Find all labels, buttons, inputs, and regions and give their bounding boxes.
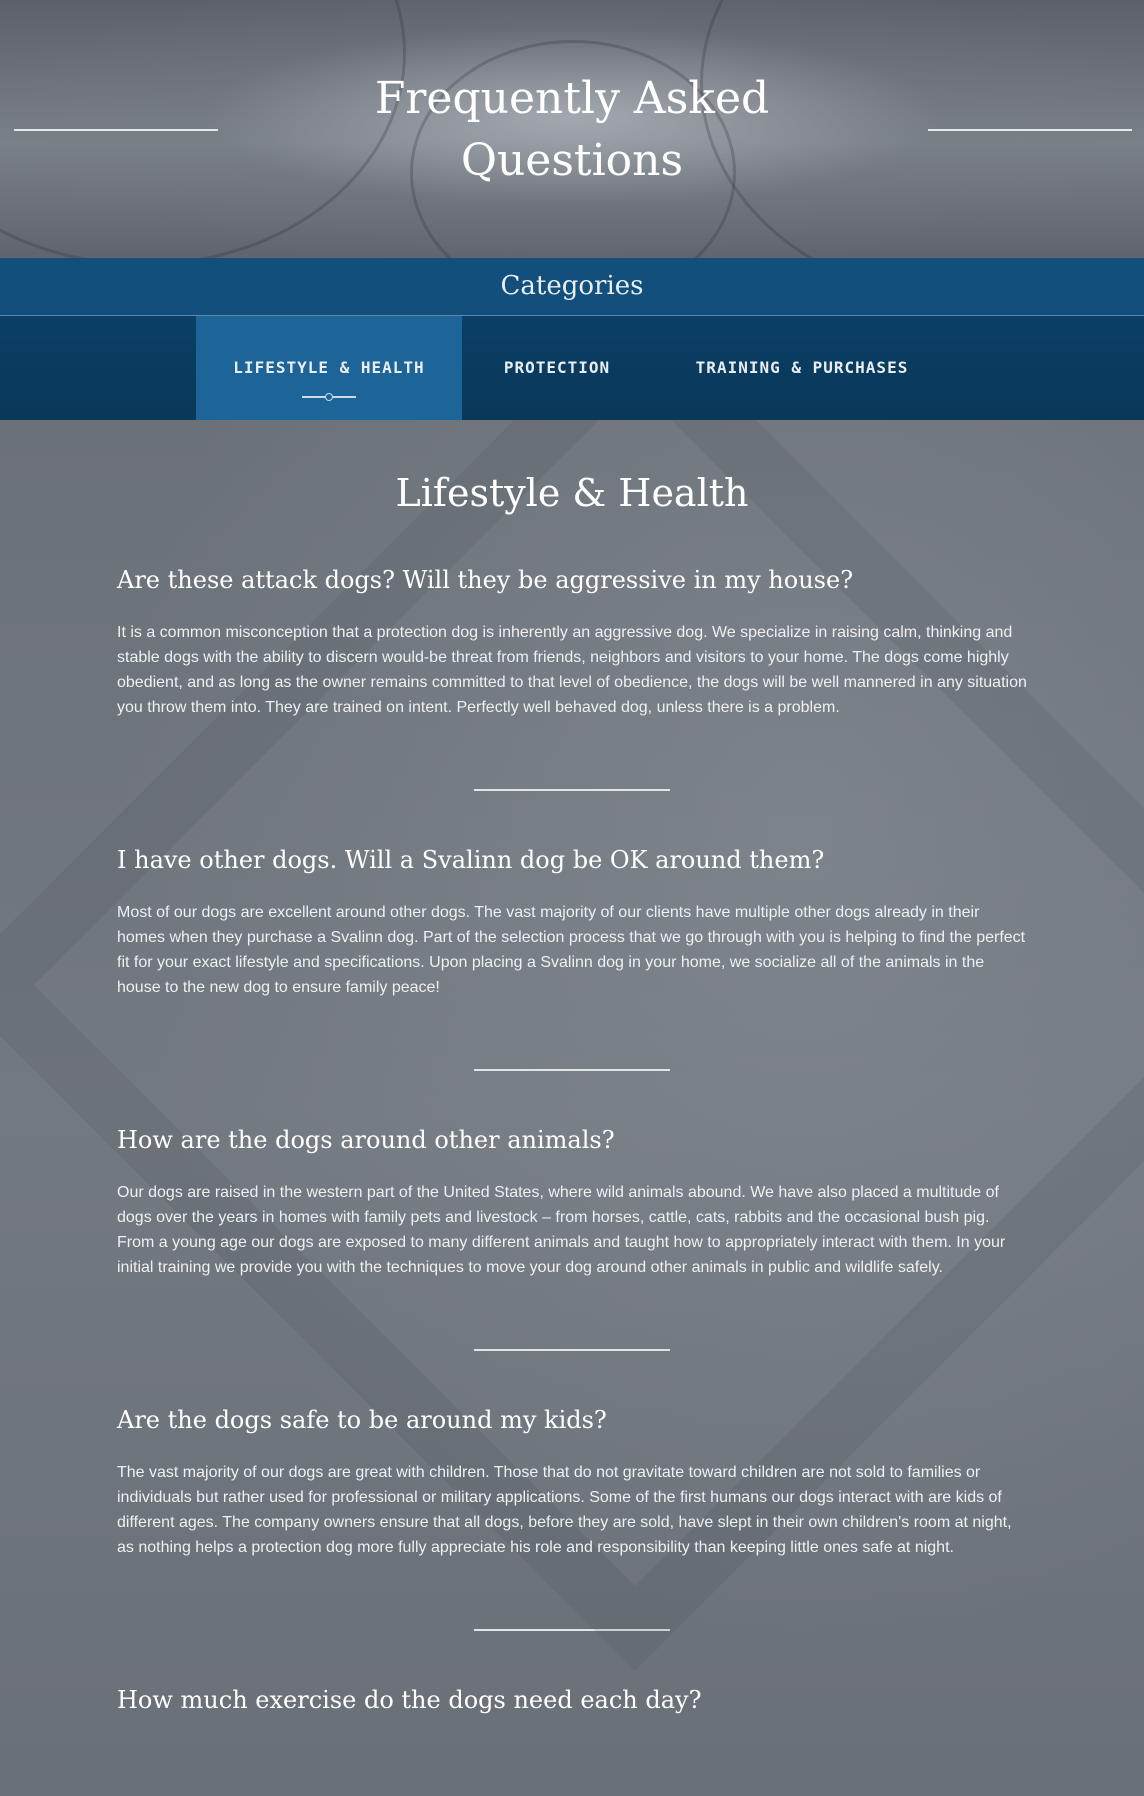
categories-heading: Categories: [0, 258, 1144, 316]
tab-label: PROTECTION: [503, 358, 611, 377]
faq-question: Are these attack dogs? Will they be aggressive in my house?: [117, 566, 854, 594]
faq-divider: [474, 1349, 670, 1351]
faq-question: How much exercise do the dogs need each day?: [117, 1686, 702, 1714]
active-tab-indicator: [302, 396, 356, 398]
tab-label: TRAINING & PURCHASES: [695, 358, 909, 377]
faq-answer: It is a common misconception that a protection dog is inherently an aggressive dog. We specialize in raising calm, thinking and stable dogs with the ability to discern would-be threat from friends, neighbors and visitors to your home. The dogs come highly obedient, and as long as the owner remains committed to that level of obedience, the dogs will be well mannered in any situation you throw them into. They are trained on intent. Perfectly well behaved dog, unless there is a problem.: [117, 624, 1027, 716]
tab-lifestyle-health[interactable]: [196, 316, 462, 420]
page-title-line-1: Frequently Asked: [374, 73, 770, 124]
faq-item: [117, 1684, 1027, 1716]
faq-answer: Most of our dogs are excellent around other dogs. The vast majority of our clients have multiple other dogs already in their homes when they purchase a Svalinn dog. Part of the selection process that we go through with you is helping to find the perfect fit for your exact lifestyle and specifications. Upon placing a Svalinn dog in your home, we socialize all of the animals in the house to the new dog to ensure family peace!: [117, 904, 1026, 996]
faq-answer: The vast majority of our dogs are great with children. Those that do not gravitate toward children are not sold to families or individuals but rather used for professional or military applications. Some of the first humans our dogs interact with are kids of different ages. The company owners ensure that all dogs, before they are sold, have slept in their own children's room at night, as nothing helps a protection dog more fully appreciate his role and responsibility than keeping little ones safe at night.: [117, 1464, 1012, 1556]
tab-training-purchases[interactable]: [652, 316, 952, 420]
faq-question: How are the dogs around other animals?: [117, 1126, 615, 1154]
faq-item: [117, 1124, 1027, 1280]
faq-item: [117, 564, 1027, 720]
category-tabs: [0, 316, 1144, 420]
faq-item: [117, 844, 1027, 1000]
faq-answer: Our dogs are raised in the western part of the United States, where wild animals abound. We have also placed a multitude of dogs over the years in homes with family pets and livestock – from horses, cattle, cats, rabbits and the occasional bush pig. From a young age our dogs are exposed to many different animals and taught how to appropriately interact with them. In your initial training we provide you with the techniques to move your dog around other animals in public and wildlife safely.: [117, 1184, 1006, 1276]
faq-hero: [0, 0, 1144, 258]
faq-divider: [474, 1629, 670, 1631]
faq-item: [117, 1404, 1027, 1560]
page-title-line-2: Questions: [460, 135, 684, 186]
section-title: Lifestyle & Health: [395, 471, 749, 515]
tab-label: LIFESTYLE & HEALTH: [233, 358, 425, 377]
faq-question: Are the dogs safe to be around my kids?: [117, 1406, 607, 1434]
faq-divider: [474, 789, 670, 791]
tab-protection[interactable]: [462, 316, 652, 420]
page-title: [0, 68, 1144, 192]
faq-divider: [474, 1069, 670, 1071]
faq-content: [0, 420, 1144, 1796]
faq-question: I have other dogs. Will a Svalinn dog be OK around them?: [117, 846, 825, 874]
